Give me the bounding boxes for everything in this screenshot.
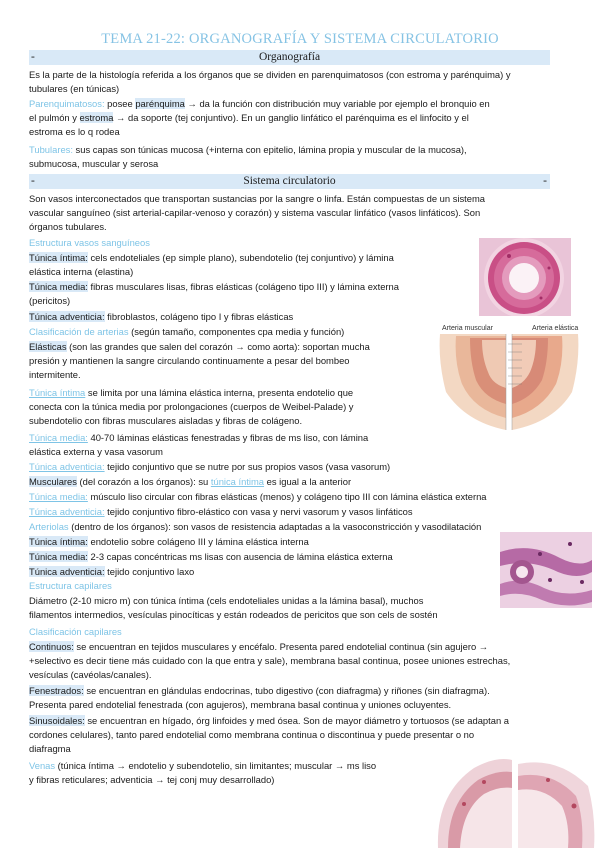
- elastica-adventicia-line: [29, 460, 390, 474]
- capilares-line-1: Diámetro (2-10 micro m) con túnica íntima (cels endoteliales unidas a la lámina basal), muchos: [29, 595, 424, 606]
- continuos-line-1: [29, 640, 488, 654]
- parenquima-highlight: parénquima: [135, 98, 185, 109]
- fenestrados-term: Fenestrados:: [29, 685, 84, 696]
- text-span: cels endoteliales (ep simple plano), subendotelio (tej conjuntivo) y lámina: [87, 252, 394, 263]
- elastica-media-line-1: [29, 431, 368, 445]
- organografia-intro-line-2: tubulares (en túnicas): [29, 83, 120, 94]
- parenquimatosos-term: Parenquimatosos:: [29, 98, 105, 109]
- estroma-highlight: estroma: [79, 112, 114, 123]
- arteriola-media-line: [29, 550, 393, 564]
- continuos-line-3: vesículas (cavéolas/canales).: [29, 669, 152, 680]
- elastica-intima-line-2: conecta con la túnica media por prolongaciones (cuerpos de Weibel-Palade) y: [29, 401, 354, 412]
- label-arteria-elastica: Arteria elástica: [532, 325, 579, 332]
- heading-estructura-capilares: Estructura capilares: [29, 580, 112, 591]
- section-title-organografia: Organografía: [258, 51, 321, 63]
- arteriola-intima-line: [29, 535, 309, 549]
- text-span: → da la función con distribución muy variable por ejemplo el bronquio en: [184, 98, 490, 109]
- heading-estructura-vasos: Estructura vasos sanguíneos: [29, 237, 150, 248]
- organografia-intro-line-1: Es la parte de la histología referida a los órganos que se dividen en parenquimatosos (con estroma y parénquima) y: [29, 69, 511, 80]
- arteriolas-term: Arteriolas: [29, 521, 69, 532]
- micrograph-graphic: [479, 238, 571, 316]
- bar-dash: -: [543, 175, 547, 187]
- adventicia-line: [29, 310, 293, 324]
- elastica-intima-line-1: [29, 386, 353, 400]
- elastic-artery-micrograph: [479, 238, 571, 316]
- venas-line-1: [29, 759, 376, 773]
- sinusoidales-line-2: cordones celulares), tanto pared endotelial como membrana continua o discontinua y puede presentar o no: [29, 729, 475, 740]
- vein-graphic-2: [518, 756, 596, 848]
- text-span: → da soporte (tej conjuntivo). En un ganglio linfático el parénquima es el linfocito y el: [113, 112, 469, 123]
- elastica-intima-line-3: subendotelio con fibras musculares aisladas y fibras de colágeno.: [29, 415, 303, 426]
- sinusoidales-line-1: [29, 714, 509, 728]
- media-line-2: (pericitos): [29, 295, 71, 306]
- text-span: fibras musculares lisas, fibras elásticas (colágeno tipo III) y lámina externa: [87, 281, 399, 292]
- text-span: se encuentran en glándulas endocrinas, tubo digestivo (con diafragma) y riñones (sin diafragma).: [83, 685, 490, 696]
- muscular-media-line: [29, 490, 487, 504]
- elastica-media-line-2: elástica externa y vasa vasorum: [29, 446, 163, 457]
- sistema-intro-line-1: Son vasos interconectados que transportan sustancias por la sangre o linfa. Están compuestas de un sistema: [29, 193, 485, 204]
- arteriola-adventicia-line: [29, 565, 194, 579]
- text-span: se encuentran en tejidos musculares y encéfalo. Presenta pared endotelial continua (sin agujero →: [73, 641, 489, 652]
- text-span: (según tamaño, componentes cpa media y función): [128, 326, 345, 337]
- heading-clasificacion-capilares: Clasificación capilares: [29, 626, 122, 637]
- elasticas-line-3: intermitente.: [29, 369, 81, 380]
- section-title-sistema: Sistema circulatorio: [243, 175, 336, 187]
- venas-term: Venas: [29, 760, 56, 771]
- musculares-line: [29, 475, 351, 489]
- elasticas-line-2: presión y mantienen la sangre circulando continuamente a pesar del bombeo: [29, 355, 350, 366]
- text-span: (del corazón a los órganos): su: [76, 476, 211, 487]
- sinusoidales-term: Sinusoidales:: [29, 715, 85, 726]
- text-span: fibroblastos, colágeno tipo I y fibras elásticas: [104, 311, 294, 322]
- label-arteria-muscular: Arteria muscular: [442, 325, 493, 332]
- muscular-adventicia-line: [29, 505, 413, 519]
- arteriole-graphic: [500, 532, 592, 608]
- bar-dash: -: [31, 51, 35, 63]
- intima-term: Túnica íntima:: [29, 252, 88, 263]
- capilares-line-2: filamentos intermedios, vesículas pinocíticas y están rodeados de pericitos que son cels de sostén: [29, 609, 438, 620]
- sistema-intro-line-2: vascular sanguíneo (sist arterial-capilar-venoso y corazón) y sistema vascular linfático (vasos linfáticos). Son: [29, 207, 481, 218]
- text-span: se limita por una lámina elástica interna, presenta endotelio que: [85, 387, 354, 398]
- fenestrados-line-1: [29, 684, 490, 698]
- tunica-adventicia-link: Túnica adventicia:: [29, 506, 105, 517]
- section-bar-organografia: [29, 50, 550, 65]
- heading-clasificacion-arterias: Clasificación de arterias: [29, 326, 129, 337]
- continuos-term: Continuos:: [29, 641, 74, 652]
- text-span: es igual a la anterior: [264, 476, 352, 487]
- musculares-term: Musculares: [29, 476, 77, 487]
- fenestrados-line-2: Presenta pared endotelial fenestrada (con agujeros), membrana basal continua y uniones ocluyentes.: [29, 699, 452, 710]
- arteriole-micrograph: [500, 532, 592, 608]
- section-bar-sistema: [29, 174, 550, 189]
- elasticas-term: Elásticas: [29, 341, 67, 352]
- intima-line-2: elástica interna (elastina): [29, 266, 134, 277]
- intima-line-1: [29, 251, 394, 265]
- artery-diagram-graphic: [436, 322, 582, 432]
- text-span: (dentro de los órganos): son vasos de resistencia adaptadas a la vasoconstricción y vasodilatación: [68, 521, 482, 532]
- text-span: tejido conjuntivo laxo: [104, 566, 195, 577]
- media-line-1: [29, 280, 399, 294]
- text-span: el pulmón y: [29, 112, 80, 123]
- tubulares-line-2: submucosa, muscular y serosa: [29, 158, 159, 169]
- text-span: posee: [104, 98, 136, 109]
- text-span: 2-3 capas concéntricas ms lisas con ausencia de lámina elástica externa: [87, 551, 393, 562]
- text-span: (túnica íntima → endotelio y subendotelio, sin limitantes; muscular → ms liso: [55, 760, 377, 771]
- text-span: se encuentran en hígado, órg linfoides y med ósea. Son de mayor diámetro y tortuosos (se adaptan a: [84, 715, 509, 726]
- text-span: músculo liso circular con fibras elásticas (menos) y colágeno tipo III con lámina elástica externa: [87, 491, 487, 502]
- parenquimatosos-line-1: [29, 97, 490, 111]
- sistema-intro-line-3: órganos tubulares.: [29, 221, 107, 232]
- tunica-intima-link: túnica íntima: [210, 476, 265, 487]
- tubulares-line-1: [29, 143, 467, 157]
- arteriola-media-term: Túnica media:: [29, 551, 88, 562]
- adventicia-term: Túnica adventicia:: [29, 311, 105, 322]
- text-span: tejido conjuntivo que se nutre por sus propios vasos (vasa vasorum): [104, 461, 391, 472]
- parenquimatosos-line-2: [29, 111, 469, 125]
- page-title: TEMA 21-22: ORGANOGRAFÍA Y SISTEMA CIRCULATORIO: [101, 31, 499, 47]
- text-span: sus capas son túnicas mucosa (+interna con epitelio, lámina propia y muscular de la mucosa),: [72, 144, 467, 155]
- tunica-media-link: Túnica media:: [29, 432, 88, 443]
- vein-micrograph-2: [518, 756, 596, 848]
- text-span: 40-70 láminas elásticas fenestradas y fibras de ms liso, con lámina: [87, 432, 369, 443]
- vein-micrograph-1: [434, 754, 514, 848]
- arteriolas-line: [29, 520, 481, 534]
- media-term: Túnica media:: [29, 281, 88, 292]
- text-span: (son las grandes que salen del corazón → como aorta): soportan mucha: [66, 341, 370, 352]
- sinusoidales-line-3: diafragma: [29, 743, 71, 754]
- artery-diagram: [436, 322, 582, 432]
- venas-line-2: y fibras reticulares; adventicia → tej conj muy desarrollado): [29, 774, 275, 785]
- arteriola-adventicia-term: Túnica adventicia:: [29, 566, 105, 577]
- parenquimatosos-line-3: estroma es lo q rodea: [29, 126, 120, 137]
- continuos-line-2: +selectivo es decir tiene más cuidado con la que entra y sale), membrana basal continua, posee uniones estrechas,: [29, 655, 511, 666]
- elasticas-line-1: [29, 340, 370, 354]
- tunica-adventicia-link: Túnica adventicia:: [29, 461, 105, 472]
- clasificacion-arterias-line: [29, 325, 344, 339]
- bar-dash: -: [31, 175, 35, 187]
- text-span: endotelio sobre colágeno III y lámina elástica interna: [87, 536, 309, 547]
- tunica-intima-link: Túnica íntima: [29, 387, 86, 398]
- text-span: tejido conjuntivo fibro-elástico con vasa y nervi vasorum y vasos linfáticos: [104, 506, 413, 517]
- arteriola-intima-term: Túnica íntima:: [29, 536, 88, 547]
- tunica-media-link: Túnica media:: [29, 491, 88, 502]
- vein-graphic-1: [434, 754, 514, 848]
- tubulares-term: Tubulares:: [29, 144, 73, 155]
